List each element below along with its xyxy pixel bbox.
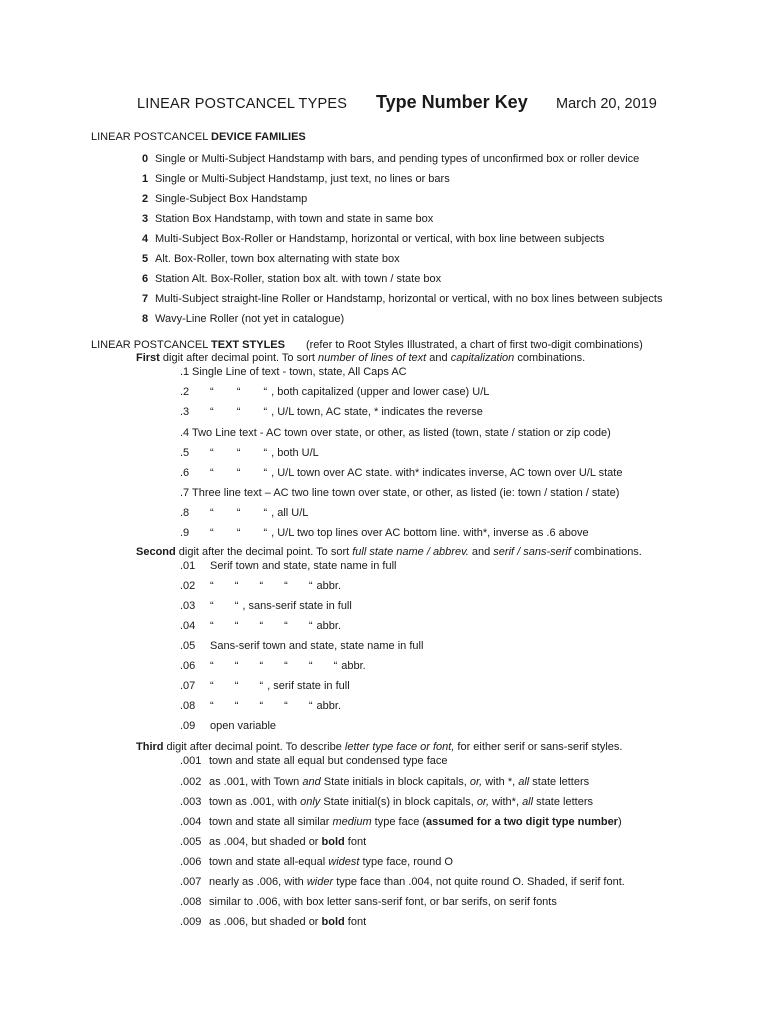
family-number: 0 [142,153,149,165]
text-styles-heading [91,339,643,351]
style-text: as .006, but shaded or [209,916,322,928]
style-item [180,796,593,808]
style-text: abbr. [316,580,342,592]
ditto-marks: “ “ “ “ “ [210,620,313,632]
style-text: ) [617,816,622,828]
digit-text: digit after decimal point. To sort [159,352,318,364]
header-left-title: LINEAR POSTCANCEL TYPES [137,96,348,112]
family-item [142,153,639,165]
style-text: state letters [533,796,593,808]
family-number: 4 [142,233,149,245]
first-digit-heading [136,352,585,364]
style-item [180,620,341,632]
style-italic: only [300,796,321,808]
style-item [180,816,622,828]
header-date: March 20, 2019 [556,96,657,112]
digit-text: digit after decimal point. To describe [163,741,345,753]
style-item [180,447,319,459]
family-number: 8 [142,313,149,325]
style-code: .003 [180,796,202,808]
ditto-marks: “ “ “ “ “ [210,700,313,712]
family-number: 3 [142,213,149,225]
style-text: abbr. [341,660,366,672]
style-italic: wider [306,876,334,888]
style-code: .3 [180,406,190,418]
digit-text: digit after the decimal point. To sort [175,546,353,558]
style-bold: bold [321,916,345,928]
style-item [180,876,625,888]
style-text: type face, round O [359,856,453,868]
style-text: Single Line of text - town, state, All Caps AC [192,366,407,378]
style-text: , U/L town, AC state, * indicates the reverse [271,406,483,418]
style-item [180,776,589,788]
style-text: with*, [489,796,523,808]
style-code: .4 [180,427,190,439]
style-code: .02 [180,580,196,592]
style-code: .07 [180,680,196,692]
digit-italic: letter type face or font, [344,741,455,753]
style-italic: and [302,776,321,788]
style-text: Two Line text - AC town over state, or other, as listed (town, state / station or zip code) [192,427,611,439]
digit-italic: number of lines of text [318,352,427,364]
family-text: Multi-Subject Box-Roller or Handstamp, horizontal or vertical, with box line between subjects [155,233,605,245]
digit-label: First [136,352,160,364]
ditto-marks: “ “ “ [210,386,268,398]
ditto-marks: “ “ “ [210,447,268,459]
family-number: 6 [142,273,149,285]
style-text: , serif state in full [267,680,350,692]
family-text: Single-Subject Box Handstamp [155,193,308,205]
style-text: , sans-serif state in full [242,600,352,612]
style-code: .1 [180,366,190,378]
style-text: State initial(s) in block capitals, [320,796,477,808]
style-text: State initials in block capitals, [320,776,470,788]
family-item [142,233,604,245]
style-item [180,386,489,398]
digit-italic: serif / sans-serif [493,546,571,558]
style-item [180,366,407,378]
style-text: , U/L town over AC state. with* indicates inverse, AC town over U/L state [271,467,623,479]
family-number: 5 [142,253,149,265]
style-code: .2 [180,386,190,398]
heading-note: (refer to Root Styles Illustrated, a chart of first two-digit combinations) [305,339,643,351]
style-item [180,467,622,479]
style-code: .08 [180,700,196,712]
family-text: Single or Multi-Subject Handstamp, just text, no lines or bars [155,173,450,185]
style-text: Serif town and state, state name in full [210,560,397,572]
style-item [180,600,352,612]
style-text: state letters [529,776,590,788]
ditto-marks: “ “ “ [210,680,264,692]
style-code: .5 [180,447,190,459]
third-digit-heading [136,741,622,753]
style-item [180,640,423,652]
style-item [180,580,341,592]
style-bold: assumed for a two digit type number [426,816,618,828]
style-item [180,700,341,712]
style-text: type face ( [371,816,427,828]
digit-label: Third [136,741,164,753]
style-text: open variable [210,720,277,732]
family-number: 1 [142,173,149,185]
style-code: .6 [180,467,190,479]
style-text: as .004, but shaded or [209,836,322,848]
style-item [180,896,557,908]
family-item [142,213,433,225]
style-item [180,856,453,868]
family-text: Alt. Box-Roller, town box alternating with state box [155,253,400,265]
family-item [142,173,450,185]
style-code: .002 [180,776,202,788]
style-text: abbr. [316,700,342,712]
digit-italic: capitalization [450,352,515,364]
device-families-heading [91,131,306,143]
style-italic: widest [328,856,360,868]
family-item [142,313,344,325]
style-item [180,507,308,519]
style-text: town and state all equal but condensed type face [209,755,448,767]
style-text: type face than .004, not quite round O. Shaded, if serif font. [333,876,625,888]
heading-prefix: LINEAR POSTCANCEL [91,339,212,351]
style-text: , all U/L [271,507,309,519]
style-bold: bold [321,836,345,848]
style-item [180,916,366,928]
style-code: .8 [180,507,190,519]
style-text: town as .001, with [209,796,301,808]
heading-prefix: LINEAR POSTCANCEL [91,131,212,143]
style-text: as .001, with Town [209,776,303,788]
digit-text: combinations. [514,352,586,364]
style-code: .9 [180,527,190,539]
ditto-marks: “ “ “ “ “ [210,580,313,592]
style-italic: or, [469,776,483,788]
family-number: 2 [142,193,149,205]
style-text: similar to .006, with box letter sans-serif font, or bar serifs, on serif fonts [209,896,557,908]
family-text: Wavy-Line Roller (not yet in catalogue) [155,313,345,325]
style-code: .004 [180,816,202,828]
second-digit-heading [136,546,642,558]
digit-label: Second [136,546,176,558]
style-text: Three line text – AC two line town over state, or other, as listed (ie: town / station / state) [192,487,620,499]
family-text: Station Alt. Box-Roller, station box alt. with town / state box [155,273,442,285]
style-italic: all [522,796,534,808]
style-code: .005 [180,836,202,848]
style-item [180,487,619,499]
style-item [180,427,611,439]
style-text: , both U/L [271,447,319,459]
style-code: .009 [180,916,202,928]
style-item [180,836,366,848]
style-code: .7 [180,487,190,499]
style-code: .001 [180,755,202,767]
family-text: Station Box Handstamp, with town and state in same box [155,213,434,225]
style-item [180,720,276,732]
style-code: .04 [180,620,196,632]
style-text: font [344,916,367,928]
style-item [180,660,366,672]
style-code: .007 [180,876,202,888]
family-item [142,293,662,305]
style-code: .06 [180,660,196,672]
family-number: 7 [142,293,149,305]
digit-text: and [468,546,494,558]
style-text: town and state all similar [209,816,333,828]
style-text: font [344,836,367,848]
ditto-marks: “ “ “ [210,507,268,519]
digit-text: for either serif or sans-serif styles. [454,741,623,753]
style-item [180,755,448,767]
family-item [142,253,400,265]
digit-text: and [426,352,451,364]
style-code: .09 [180,720,196,732]
heading-bold: TEXT STYLES [211,339,285,351]
style-item [180,527,589,539]
heading-bold: DEVICE FAMILIES [211,131,306,143]
style-text: abbr. [316,620,342,632]
style-item [180,680,350,692]
style-code: .008 [180,896,202,908]
style-item [180,560,397,572]
family-text: Multi-Subject straight-line Roller or Handstamp, horizontal or vertical, with no box lines between subjects [155,293,663,305]
ditto-marks: “ “ [210,600,239,612]
style-text: town and state all-equal [209,856,329,868]
style-italic: all [518,776,530,788]
style-code: .05 [180,640,196,652]
title-row [0,92,770,118]
style-text: nearly as .006, with [209,876,307,888]
family-item [142,193,307,205]
style-italic: or, [476,796,490,808]
ditto-marks: “ “ “ [210,406,268,418]
ditto-marks: “ “ “ “ “ “ [210,660,338,672]
style-text: , both capitalized (upper and lower case) U/L [271,386,490,398]
ditto-marks: “ “ “ [210,467,268,479]
digit-text: combinations. [570,546,642,558]
style-item [180,406,483,418]
family-text: Single or Multi-Subject Handstamp with bars, and pending types of unconfirmed box or roller device [155,153,640,165]
digit-italic: full state name / abbrev. [352,546,469,558]
header-center-title: Type Number Key [376,92,528,112]
style-code: .03 [180,600,196,612]
style-text: , U/L two top lines over AC bottom line. with*, inverse as .6 above [271,527,589,539]
style-text: Sans-serif town and state, state name in full [210,640,424,652]
style-italic: medium [332,816,372,828]
style-text: with *, [482,776,519,788]
style-code: .006 [180,856,202,868]
ditto-marks: “ “ “ [210,527,268,539]
style-code: .01 [180,560,196,572]
family-item [142,273,441,285]
